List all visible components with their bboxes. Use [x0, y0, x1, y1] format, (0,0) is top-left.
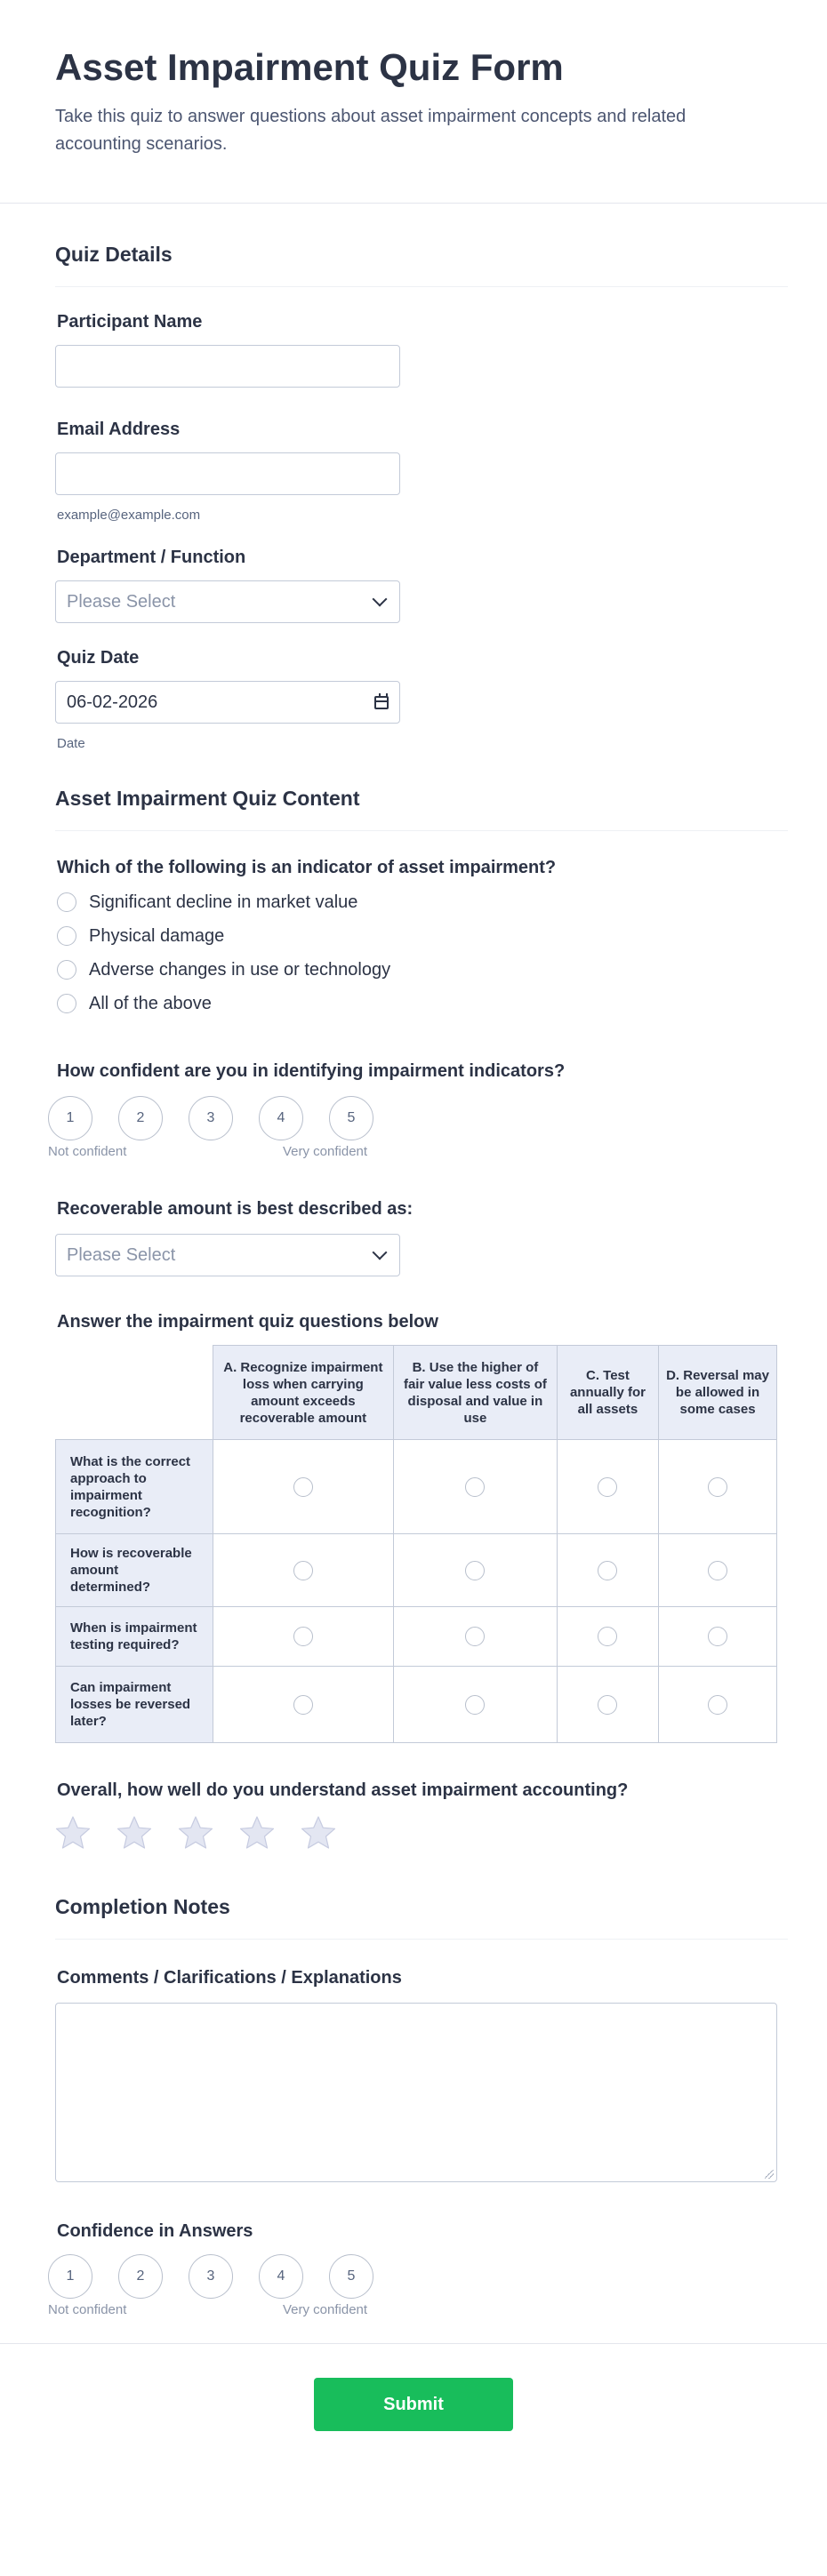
matrix-cell[interactable] — [557, 1667, 658, 1743]
q1-option-label: Significant decline in market value — [89, 892, 358, 912]
q1-option-label: Adverse changes in use or technology — [89, 959, 391, 980]
matrix-cell[interactable] — [557, 1440, 658, 1534]
q1-question: Which of the following is an indicator of asset impairment? — [57, 858, 557, 877]
department-field — [55, 523, 788, 623]
confidence-field — [48, 2182, 788, 2320]
email-input[interactable] — [55, 452, 400, 495]
q2-scale-labels — [48, 1140, 788, 1162]
email-sublabel: example@example.com — [57, 508, 201, 523]
q1-field — [55, 831, 788, 1020]
comments-field — [55, 1940, 788, 2182]
participant-name-label: Participant Name — [57, 312, 203, 332]
matrix-cell[interactable] — [213, 1667, 393, 1743]
quiz-date-sublabel: Date — [57, 736, 85, 751]
radio-button[interactable] — [708, 1627, 727, 1646]
scale-option[interactable]: 4 — [259, 2254, 303, 2299]
radio-button[interactable] — [293, 1477, 313, 1497]
scale-min-label: Not confident — [48, 2302, 127, 2317]
q2-field — [48, 1020, 788, 1162]
form-subtitle: Take this quiz to answer questions about asset impairment concepts and related accounting scenarios. — [55, 107, 686, 154]
section-quiz-content: Asset Impairment Quiz Content — [55, 751, 788, 831]
q1-option-label: All of the above — [89, 993, 212, 1013]
email-field — [55, 388, 788, 523]
q1-option[interactable] — [55, 919, 788, 953]
chevron-down-icon — [373, 592, 388, 607]
scale-option[interactable]: 2 — [118, 2254, 163, 2299]
scale-max-label: Very confident — [283, 2302, 368, 2317]
form-title: Asset Impairment Quiz Form — [55, 46, 564, 88]
section-completion-notes: Completion Notes — [55, 1851, 788, 1940]
comments-label: Comments / Clarifications / Explanations — [57, 1968, 402, 1988]
confidence-scale-labels — [48, 2299, 788, 2320]
matrix-column-header: A. Recognize impairment loss when carrying amount exceeds recoverable amount — [213, 1346, 393, 1440]
radio-button[interactable] — [708, 1561, 727, 1580]
star-icon[interactable] — [239, 1815, 275, 1851]
matrix-row-header: How is recoverable amount determined? — [56, 1534, 213, 1607]
radio-button[interactable] — [57, 892, 76, 912]
scale-option[interactable]: 3 — [189, 1096, 233, 1140]
radio-button[interactable] — [465, 1561, 485, 1580]
radio-button[interactable] — [598, 1627, 617, 1646]
q1-option[interactable] — [55, 987, 788, 1020]
star-rating — [55, 1815, 788, 1851]
radio-button[interactable] — [293, 1561, 313, 1580]
radio-button[interactable] — [598, 1695, 617, 1715]
matrix-column-header: B. Use the higher of fair value less costs of disposal and value in use — [393, 1346, 557, 1440]
matrix-column-header: D. Reversal may be allowed in some cases — [659, 1346, 777, 1440]
radio-button[interactable] — [598, 1477, 617, 1497]
participant-name-field — [55, 287, 788, 388]
q2-question: How confident are you in identifying impairment indicators? — [57, 1061, 566, 1081]
calendar-icon[interactable] — [374, 696, 389, 709]
star-icon[interactable] — [116, 1815, 152, 1851]
q1-option[interactable] — [55, 953, 788, 987]
comments-textarea[interactable] — [55, 2003, 777, 2182]
matrix-cell[interactable] — [393, 1534, 557, 1607]
matrix-field — [55, 1276, 788, 1743]
radio-button[interactable] — [465, 1627, 485, 1646]
rating-field — [55, 1743, 788, 1851]
confidence-question: Confidence in Answers — [57, 2221, 253, 2241]
star-icon[interactable] — [301, 1815, 336, 1851]
department-label: Department / Function — [57, 548, 246, 567]
department-select[interactable] — [55, 580, 400, 623]
scale-option[interactable]: 1 — [48, 1096, 92, 1140]
matrix-cell[interactable] — [557, 1534, 658, 1607]
matrix-cell[interactable] — [393, 1440, 557, 1534]
matrix-cell[interactable] — [659, 1440, 777, 1534]
scale-option[interactable]: 5 — [329, 2254, 373, 2299]
radio-button[interactable] — [465, 1477, 485, 1497]
recoverable-amount-select[interactable] — [55, 1234, 400, 1276]
scale-option[interactable]: 1 — [48, 2254, 92, 2299]
form-header — [0, 0, 827, 204]
matrix-cell[interactable] — [557, 1607, 658, 1667]
scale-option[interactable]: 2 — [118, 1096, 163, 1140]
star-icon[interactable] — [178, 1815, 213, 1851]
scale-min-label: Not confident — [48, 1144, 127, 1159]
q3-field — [55, 1162, 788, 1276]
form-footer — [0, 2343, 827, 2431]
matrix-question: Answer the impairment quiz questions below — [57, 1312, 438, 1332]
chevron-down-icon — [373, 1245, 388, 1260]
participant-name-input[interactable] — [55, 345, 400, 388]
radio-button[interactable] — [708, 1695, 727, 1715]
matrix-cell[interactable] — [213, 1607, 393, 1667]
quiz-matrix — [55, 1345, 777, 1743]
form-body — [0, 204, 827, 2320]
quiz-date-label: Quiz Date — [57, 648, 140, 668]
matrix-cell[interactable] — [659, 1607, 777, 1667]
matrix-row-header: Can impairment losses be reversed later? — [56, 1667, 213, 1743]
resize-handle-icon[interactable] — [765, 2170, 774, 2179]
radio-button[interactable] — [57, 994, 76, 1013]
email-label: Email Address — [57, 420, 181, 439]
radio-button[interactable] — [293, 1695, 313, 1715]
rating-question: Overall, how well do you understand asset impairment accounting? — [57, 1780, 629, 1800]
matrix-cell[interactable] — [393, 1667, 557, 1743]
recoverable-amount-placeholder: Please Select — [67, 1244, 176, 1265]
matrix-cell[interactable] — [659, 1667, 777, 1743]
scale-max-label: Very confident — [283, 1144, 368, 1159]
matrix-corner — [56, 1346, 213, 1440]
q2-scale — [48, 1096, 788, 1140]
radio-button[interactable] — [57, 926, 76, 946]
q1-option[interactable] — [55, 885, 788, 919]
matrix-cell[interactable] — [393, 1607, 557, 1667]
confidence-scale — [48, 2254, 788, 2299]
q1-option-label: Physical damage — [89, 925, 225, 946]
quiz-date-input[interactable] — [55, 681, 400, 724]
scale-option[interactable]: 5 — [329, 1096, 373, 1140]
matrix-row-header: When is impairment testing required? — [56, 1607, 213, 1667]
quiz-date-field — [55, 623, 788, 751]
radio-button[interactable] — [293, 1627, 313, 1646]
radio-button[interactable] — [708, 1477, 727, 1497]
department-placeholder: Please Select — [67, 591, 176, 612]
submit-button[interactable]: Submit — [314, 2378, 513, 2431]
matrix-cell[interactable] — [213, 1534, 393, 1607]
matrix-cell[interactable] — [213, 1440, 393, 1534]
radio-button[interactable] — [57, 960, 76, 980]
star-icon[interactable] — [55, 1815, 91, 1851]
matrix-column-header: C. Test annually for all assets — [557, 1346, 658, 1440]
q3-question: Recoverable amount is best described as: — [57, 1199, 414, 1219]
quiz-date-value: 06-02-2026 — [67, 692, 158, 712]
radio-button[interactable] — [598, 1561, 617, 1580]
matrix-cell[interactable] — [659, 1534, 777, 1607]
scale-option[interactable]: 3 — [189, 2254, 233, 2299]
radio-button[interactable] — [465, 1695, 485, 1715]
scale-option[interactable]: 4 — [259, 1096, 303, 1140]
section-quiz-details: Quiz Details — [55, 204, 788, 287]
matrix-row-header: What is the correct approach to impairment recognition? — [56, 1440, 213, 1534]
